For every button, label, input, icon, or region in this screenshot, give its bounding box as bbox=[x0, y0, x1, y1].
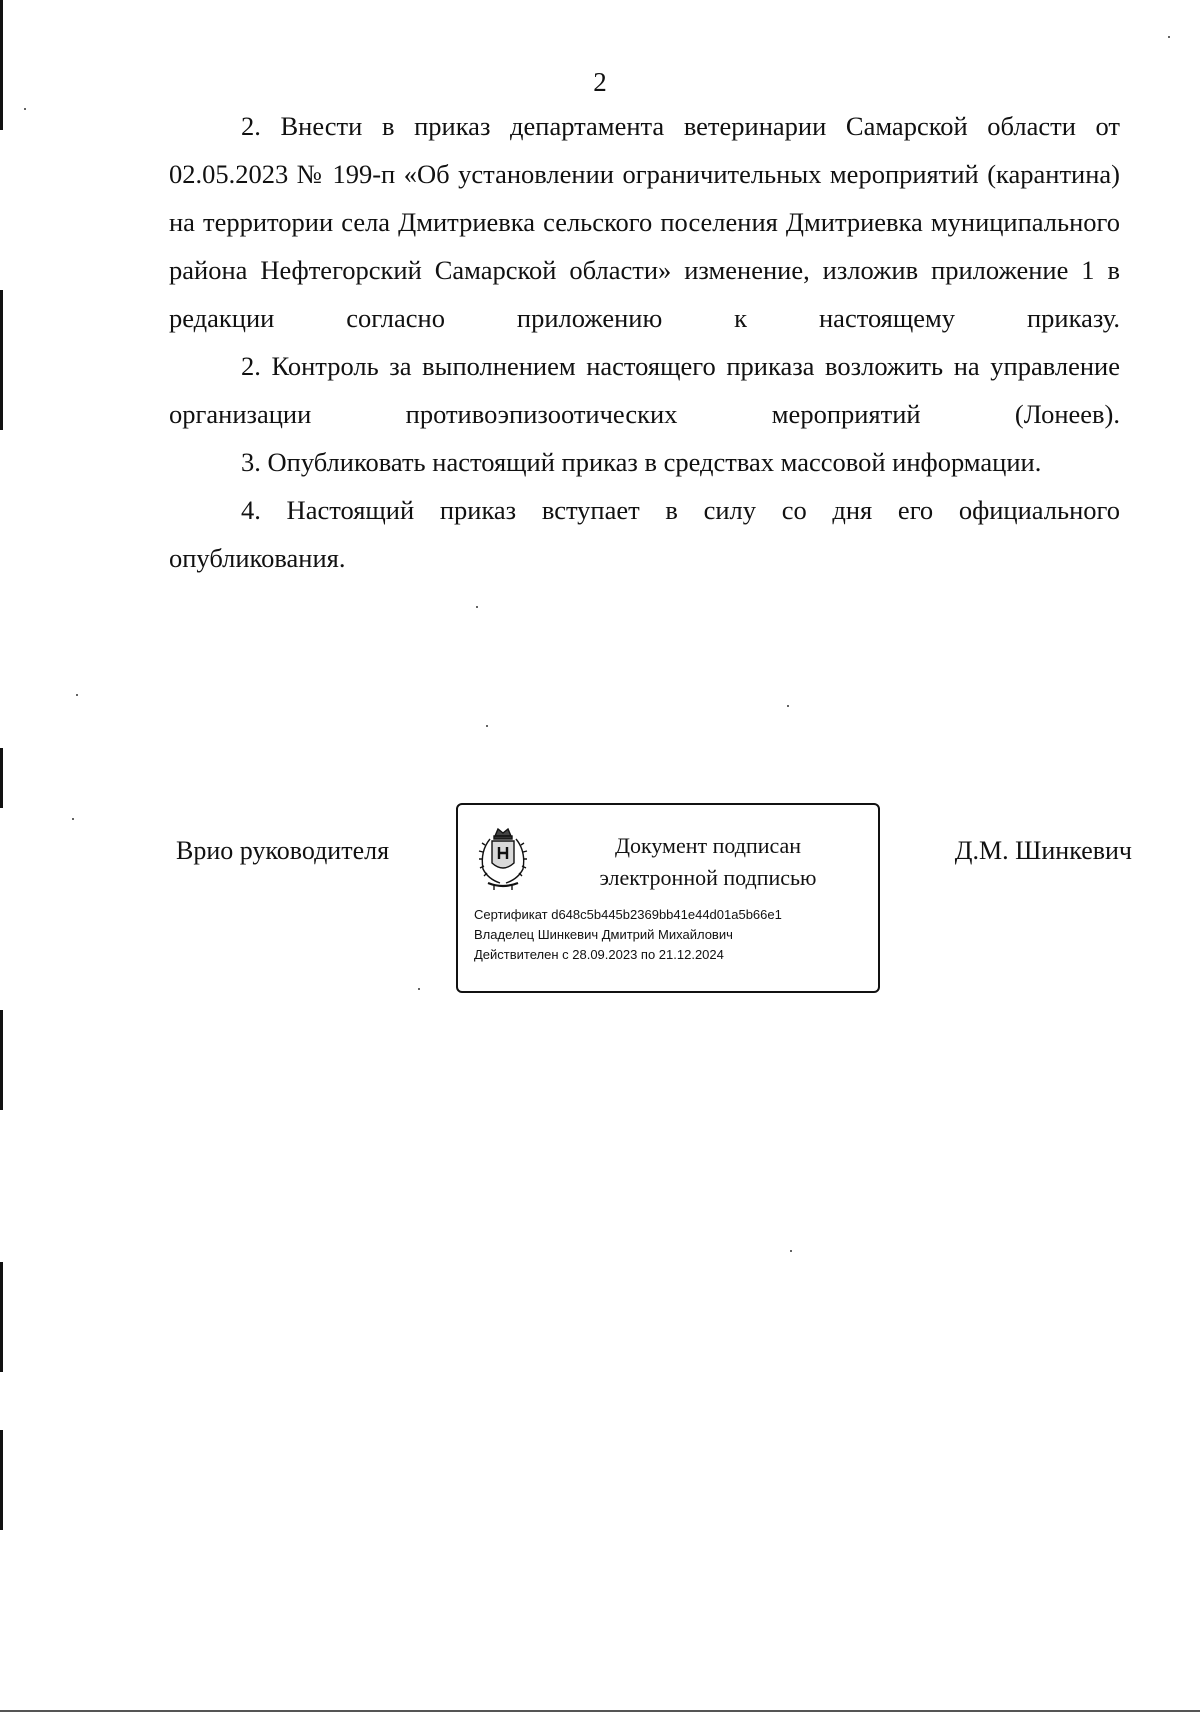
scan-edge-line bbox=[0, 1262, 3, 1372]
scan-speck bbox=[418, 988, 420, 990]
document-body bbox=[169, 102, 1120, 582]
scan-speck bbox=[24, 108, 26, 110]
scan-speck bbox=[486, 725, 488, 727]
electronic-signature-stamp bbox=[456, 803, 880, 993]
paragraph-effective: 4. Настоящий приказ вступает в силу со дня его официального опубликования. bbox=[169, 495, 1120, 573]
paragraph-publish: 3. Опубликовать настоящий приказ в средствах массовой информации. bbox=[241, 447, 1042, 477]
samara-coat-of-arms-icon bbox=[474, 825, 532, 893]
stamp-title-line-1: Документ подписан bbox=[614, 833, 802, 858]
scan-edge-line bbox=[0, 1010, 3, 1110]
scan-edge-line bbox=[0, 1430, 3, 1530]
scan-speck bbox=[76, 694, 78, 696]
scan-edge-line bbox=[0, 748, 3, 808]
scan-speck bbox=[476, 606, 478, 608]
signatory-name: Д.М. Шинкевич bbox=[954, 836, 1132, 865]
scan-speck bbox=[1168, 36, 1170, 38]
scan-edge-line bbox=[0, 1710, 1200, 1712]
signatory-position: Врио руководителя bbox=[176, 836, 390, 865]
stamp-title-line-2: электронной подписью bbox=[599, 865, 817, 890]
certificate-number: Сертификат d648c5b445b2369bb41e44d01a5b66e1 bbox=[474, 907, 782, 922]
stamp-title bbox=[548, 830, 868, 894]
scan-speck bbox=[787, 705, 789, 707]
certificate-details bbox=[474, 905, 868, 965]
certificate-owner: Владелец Шинкевич Дмитрий Михайлович bbox=[474, 927, 733, 942]
paragraph-amendment: 2. Внести в приказ департамента ветеринарии Самарской области от 02.05.2023 № 199-п «Об установлении ограничительных мероприятий (карантина) на территории села Дмитриевка сельского поселения Дмитриевка муниципального района Нефтегорский Самарской области» изменение, изложив приложение 1 в редакции согласно приложению к настоящему приказу. bbox=[169, 111, 1120, 333]
certificate-validity: Действителен с 28.09.2023 по 21.12.2024 bbox=[474, 947, 724, 962]
scan-speck bbox=[72, 818, 74, 820]
scan-edge-line bbox=[0, 290, 3, 430]
paragraph-control: 2. Контроль за выполнением настоящего приказа возложить на управление организации противоэпизоотических мероприятий (Лонеев). bbox=[169, 351, 1120, 429]
scan-speck bbox=[790, 1250, 792, 1252]
scan-edge-line bbox=[0, 0, 3, 130]
page-number: 2 bbox=[593, 67, 607, 97]
